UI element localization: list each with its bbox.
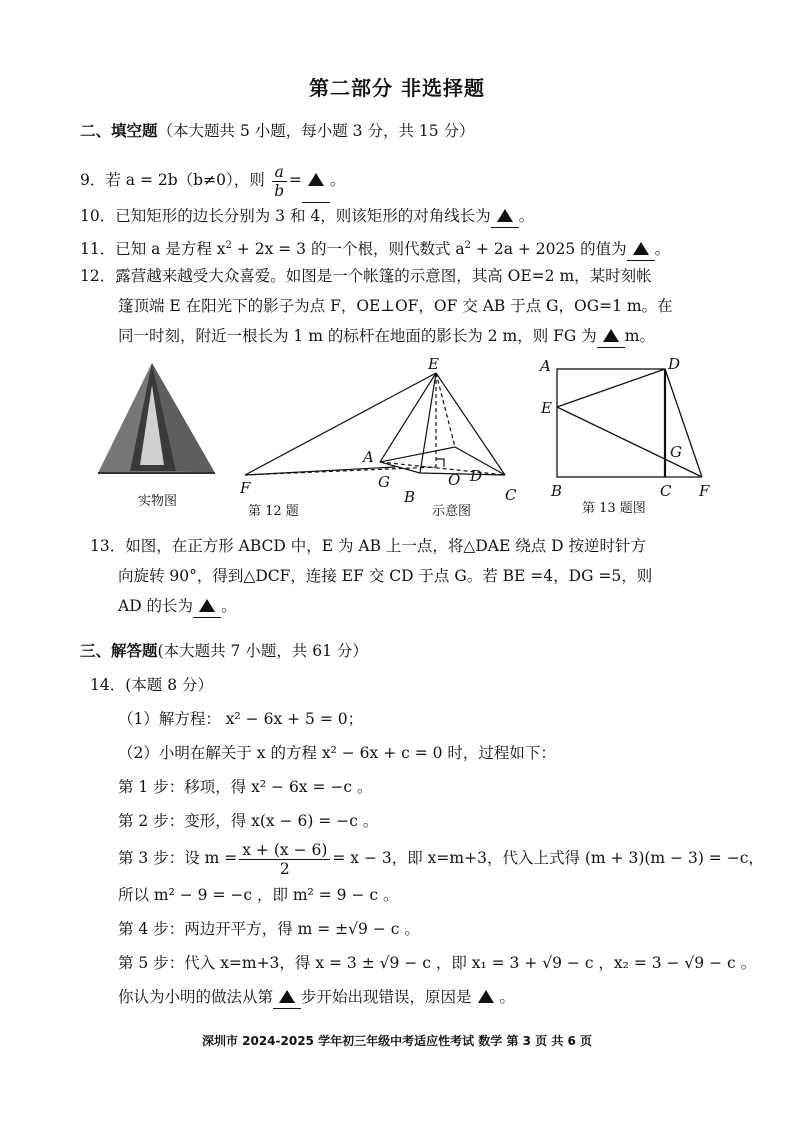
answer-blank-q14-step[interactable] [273,986,301,1009]
q14-last-pre: 你认为小明的做法从第 [118,988,274,1006]
label-B-13: B [551,482,563,500]
triangle-icon [478,990,494,1003]
section-2-header [80,120,475,142]
q14-step-3 [118,838,764,878]
q11-text-3: + 2a + 2025 的值为 [471,240,627,259]
q14-part-2: （2）小明在解关于 x 的方程 x² − 6x + c = 0 时，过程如下： [118,744,556,762]
q14-step-3b: 所以 m² − 9 = −c ，即 m² = 9 − c 。 [118,886,399,904]
q14-step-3-post: = x − 3，即 x=m+3，代入上式得 (m + 3)(m − 3) = −c， [332,849,764,867]
q14-frac-den: 2 [279,859,290,878]
q12-unit: m。 [624,327,655,345]
answer-blank-q12[interactable] [597,325,625,348]
label-C-12: C [505,486,517,504]
q13-line-3 [118,595,237,618]
tent-photo [98,363,215,473]
caption-q13: 第 13 题图 [582,501,646,516]
q10-text: 10．已知矩形的边长分别为 3 和 4，则该矩形的对角线长为 [80,207,491,225]
section-3-header [80,640,368,662]
question-9 [80,158,345,203]
q12-line-3 [118,325,655,348]
question-10 [80,205,534,228]
q13-end: 。 [221,597,237,615]
q9-end: 。 [329,171,346,189]
section-2-heading: 二、填空题 [80,122,158,140]
triangle-icon [308,173,324,186]
label-D-12: D [470,467,483,485]
q14-step-4: 第 4 步：两边开平方，得 m = ±√9 − c 。 [118,920,420,938]
q10-end: 。 [518,207,535,225]
label-C-13: C [660,482,672,500]
answer-blank-q13[interactable] [193,595,221,618]
q13-line-3-text: AD 的长为 [118,597,194,615]
q12-line-3-text: 同一时刻，附近一根长为 1 m 的标杆在地面的影长为 2 m，则 FG 为 [118,327,597,345]
q14-frac-num: x + (x − 6) [239,841,330,860]
section-3-note: (本大题共 7 小题，共 61 分） [157,642,368,660]
q14-last-line [118,986,515,1009]
label-O-12: O [448,471,461,489]
q11-exp-1: 2 [225,240,232,251]
caption-q12-schematic: 示意图 [432,504,472,519]
triangle-icon [497,209,513,222]
caption-q12: 第 12 题 [248,504,299,519]
triangle-icon [279,990,295,1003]
page-title: 第二部分 非选择题 [309,76,485,100]
q13-line-1: 13．如图，在正方形 ABCD 中，E 为 AB 上一点，将△DAE 绕点 D 按逆时针方 [90,537,646,555]
q9-frac-num: a [272,163,287,182]
answer-blank-q9[interactable] [302,158,330,203]
page-footer: 深圳市 2024-2025 学年初三年级中考适应性考试 数学 第 3 页 共 6 页 [201,1034,593,1048]
label-D-13: D [668,355,681,373]
label-A-12: A [363,448,374,466]
label-G-12: G [378,473,390,491]
q12-line-1: 12．露营越来越受大众喜爱。如图是一个帐篷的示意图，其高 OE=2 m，某时刻帐 [80,267,652,285]
answer-blank-q14-reason[interactable] [472,986,500,1008]
answer-blank-q10[interactable] [491,205,519,228]
triangle-icon [199,599,215,612]
q11-end: 。 [654,240,671,259]
label-E-13: E [541,399,552,417]
triangle-icon [633,242,649,255]
q14-heading: 14．(本题 8 分） [90,676,213,694]
label-E-12: E [428,355,439,373]
label-A-13: A [540,357,551,375]
caption-photo: 实物图 [138,494,178,509]
q14-part-1: （1）解方程： x² − 6x + 5 = 0； [118,710,364,728]
q9-equals: = [288,171,302,189]
q9-fraction [272,163,287,200]
q9-frac-den: b [274,181,285,200]
q14-step-3-pre: 第 3 步：设 m = [118,849,238,867]
q14-step-3-fraction [239,841,330,878]
question-11 [80,235,670,261]
q14-last-end: 。 [499,988,516,1006]
q14-step-1: 第 1 步：移项，得 x² − 6x = −c 。 [118,778,373,796]
q14-step-2: 第 2 步：变形，得 x(x − 6) = −c 。 [118,812,379,830]
triangle-icon [603,329,619,342]
answer-blank-q11[interactable] [627,238,655,261]
q13-line-2: 向旋转 90°，得到△DCF，连接 EF 交 CD 于点 G。若 BE =4，DG =5，则 [118,567,653,585]
section-3-heading: 三、解答题 [80,642,158,660]
section-2-note: （本大题共 5 小题，每小题 3 分，共 15 分） [157,122,475,140]
q14-step-5: 第 5 步：代入 x=m+3，得 x = 3 ± √9 − c ，即 x₁ = 3 + √9 − c ，x₂ = 3 − √9 − c 。 [118,954,757,972]
label-F-13: F [699,482,710,500]
label-B-12: B [404,488,416,506]
q11-text-1: 11．已知 a 是方程 x [80,240,226,259]
q9-number: 9． [80,171,106,189]
q11-exp-2: 2 [464,240,471,251]
q14-last-mid: 步开始出现错误，原因是 [301,988,472,1006]
q12-schematic-diagram [245,373,505,475]
q9-text: 若 a = 2b（b≠0），则 [105,171,265,189]
q11-text-2: + 2x = 3 的一个根，则代数式 a [231,240,465,259]
label-G-13: G [670,443,682,461]
q12-line-2: 篷顶端 E 在阳光下的影子为点 F，OE⊥OF，OF 交 AB 于点 G，OG=1 m。在 [118,297,673,315]
figures-row [0,355,794,525]
label-F-12: F [240,479,251,497]
